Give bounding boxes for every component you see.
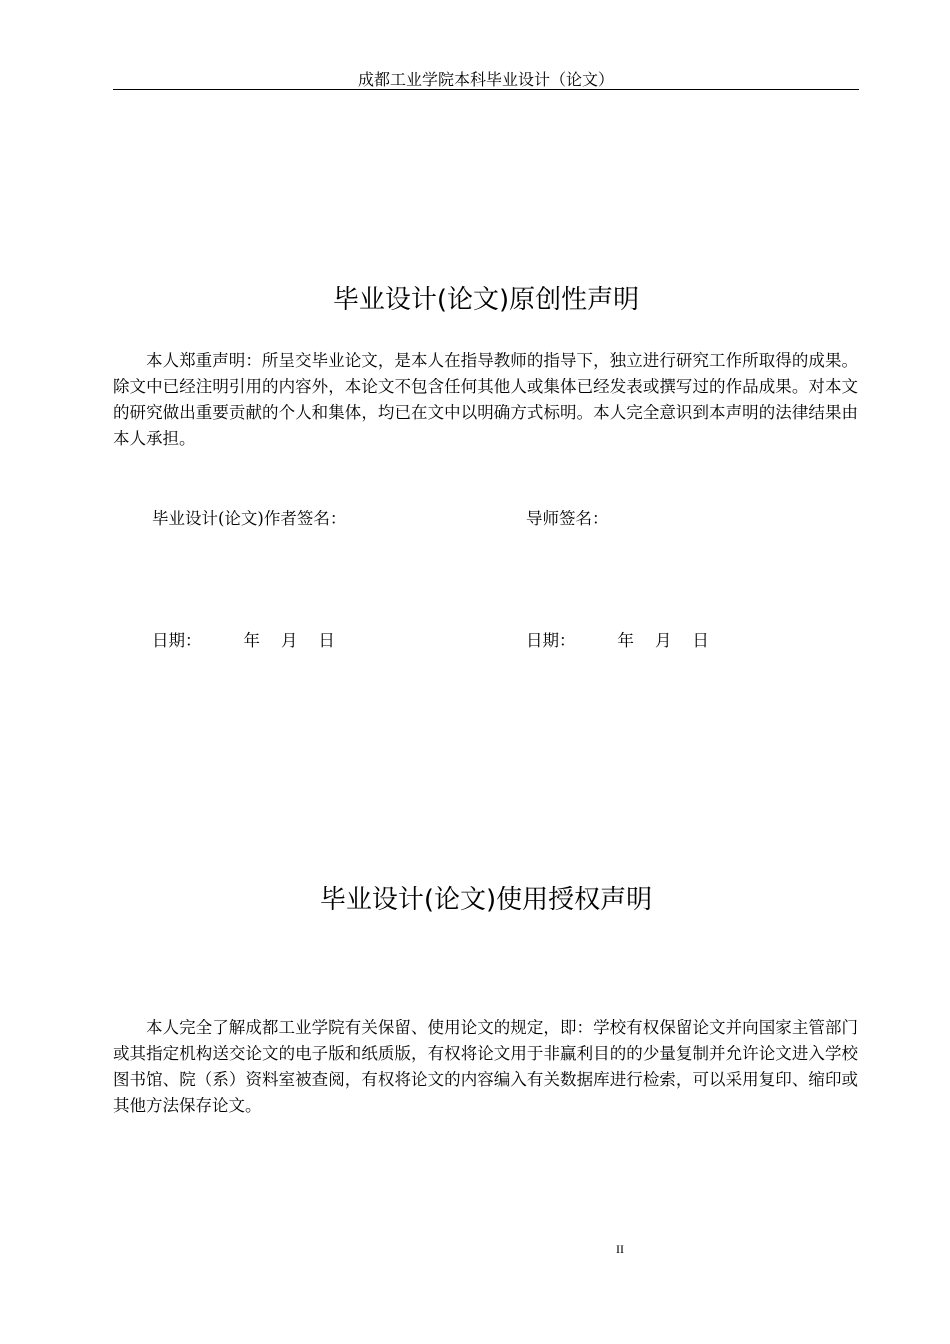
page-number: II [616, 1242, 624, 1256]
header-divider [113, 89, 859, 90]
header-title: 成都工业学院本科毕业设计（论文） [357, 70, 614, 89]
authorization-body: 本人完全了解成都工业学院有关保留、使用论文的规定，即：学校有权保留论文并向国家主管部门或其指定机构送交论文的电子版和纸质版，有权将论文用于非赢利目的的少量复制并允许论文进入学校图书馆、院（系）资料室被查阅，有权将论文的内容编入有关数据库进行检索，可以采用复印、缩印或其他方法保存论文。 [113, 1018, 858, 1115]
originality-title: 毕业设计(论文)原创性声明 [332, 285, 640, 315]
authorization-title: 毕业设计(论文)使用授权声明 [319, 885, 653, 915]
originality-body: 本人郑重声明：所呈交毕业论文，是本人在指导教师的指导下，独立进行研究工作所取得的成果。除文中已经注明引用的内容外，本论文不包含任何其他人或集体已经发表或撰写过的作品成果。对本文的研究做出重要贡献的个人和集体，均已在文中以明确方式标明。本人完全意识到本声明的法律结果由本人承担。 [113, 351, 858, 448]
advisor-date-label: 日期： 年 月 日 [526, 631, 709, 650]
advisor-signature-label: 导师签名： [526, 509, 609, 528]
author-signature-label: 毕业设计(论文)作者签名： [152, 509, 347, 528]
author-date-label: 日期： 年 月 日 [152, 631, 335, 650]
